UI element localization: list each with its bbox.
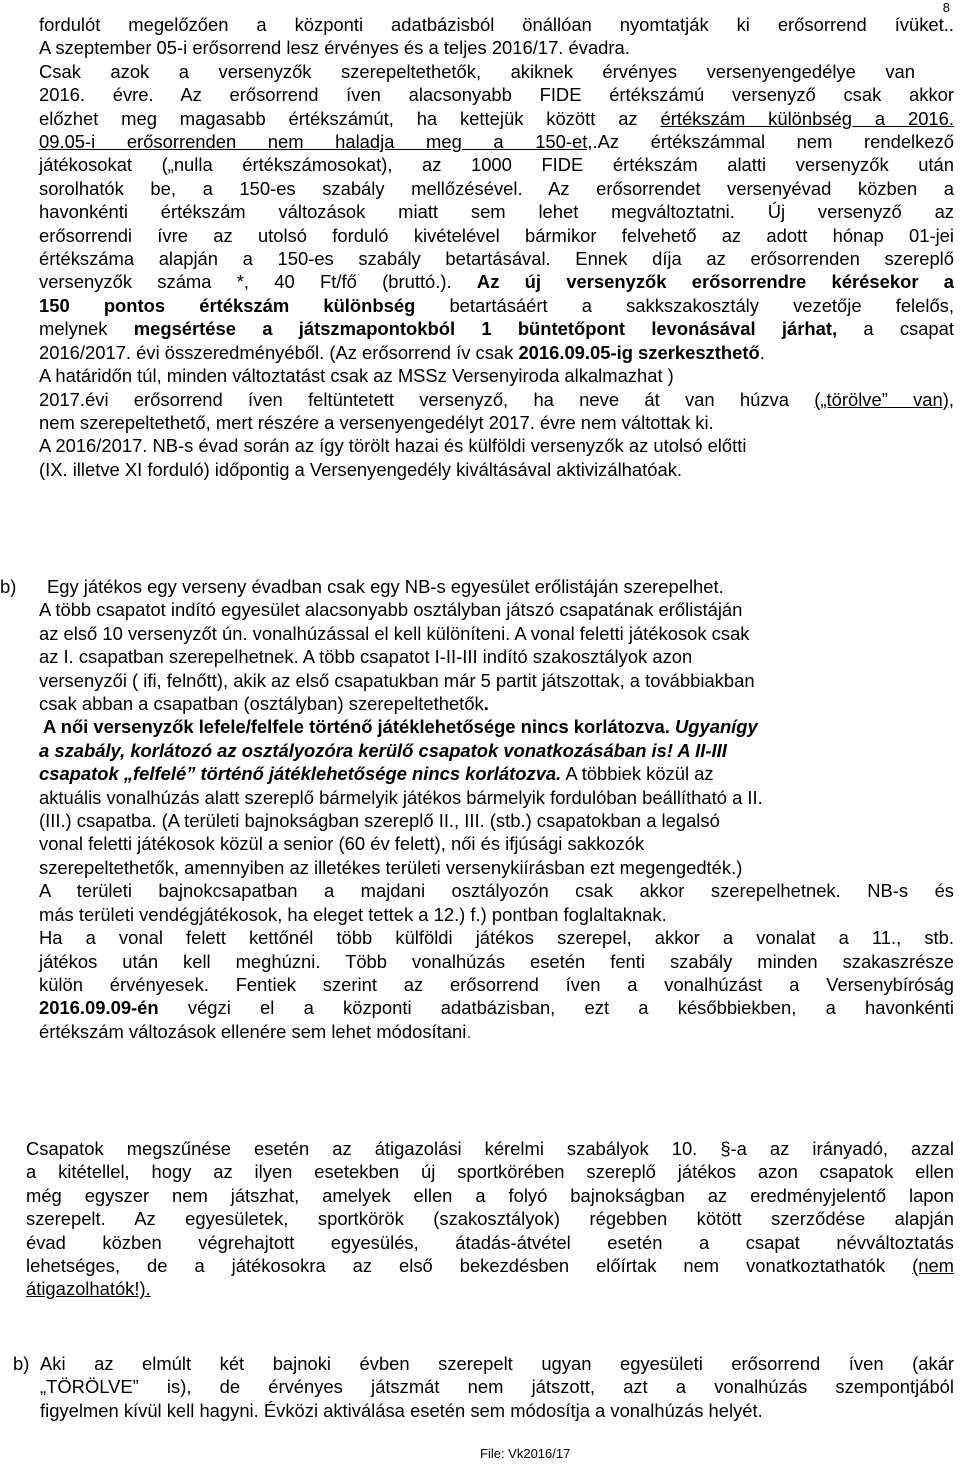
text-line [39, 317, 954, 340]
text-line: figyelmen kívül kell hagyni. Évközi aktiválása esetén sem módosítja a vonalhúzás helyét. [40, 1399, 763, 1421]
bold-run: . [483, 693, 489, 715]
bold-run: Az új versenyzők erősorrendre kérésekor a [476, 271, 954, 293]
text-run: betartásáért a sakkszakosztály vezetője felelős, [415, 294, 954, 316]
text-line: fordulót megelőzően a központi adatbázisból önállóan nyomtatják ki erősorrend ívüket.. [39, 14, 954, 35]
text-line [39, 130, 954, 153]
top-paragraph [39, 13, 954, 481]
text-run: 2017.évi erősorrend íven feltüntetett versenyző, ha neve át van húzva [39, 388, 815, 410]
text-line [39, 270, 954, 293]
text-line [39, 294, 954, 317]
text-line: a kitétellel, hogy az ilyen esetekben új sportkörében szereplő játékos azon csapatok ellen [26, 1161, 954, 1183]
text-run: versenyzők száma *, 40 Ft/fő (bruttó.). [39, 271, 477, 293]
text-line [39, 107, 954, 130]
text-line: A szeptember 05-i erősorrend lesz érvényes és a teljes 2016/17. évadra. [39, 37, 630, 59]
text-run: . [466, 1020, 472, 1042]
bold-italic-run: csapatok „felfelé” történő játéklehetősége nincs korlátozva. [39, 763, 562, 785]
text-run: .Az értékszámmal nem rendelkező [592, 131, 954, 153]
text-line: szerepeltethetők, amennyiben az illetékes területi versenykiírásban ezt megengedték.) [39, 856, 743, 878]
text-line [39, 692, 954, 715]
underlined-run: („törölve” van), [814, 388, 954, 410]
section-b2-paragraph [40, 1352, 954, 1422]
text-run: csak abban a csapatban (osztályban) szerepeltethetők [39, 693, 484, 715]
text-run: 2016/2017. évi összeredményéből. (Az erősorrend ív csak [39, 341, 519, 363]
text-line: értékszáma alapján a 150-es szabály betartásával. Ennek díja az erősorrenden szereplő [39, 248, 954, 270]
text-line: az I. csapatban szerepelhetnek. A több csapatot I-II-III indító szakosztályok azon [39, 646, 693, 668]
text-line: a szabály, korlátozó az osztályozóra kerülő csapatok vonatkozásában is! A II-III [39, 739, 727, 761]
text-run: értékszám változások ellenére sem lehet módosítani [39, 1020, 467, 1042]
footer-file-label: File: Vk2016/17 [480, 1446, 571, 1461]
text-run: végzi el a központi adatbázisban, ezt a későbbiekben, a havonkénti [158, 997, 954, 1019]
text-line: vonal feletti játékosok közül a senior (60 év felett), női és ifjúsági sakkozók [39, 833, 645, 855]
bold-run: 2016.09.09-én [39, 997, 159, 1019]
underlined-run: átigazolhatók!). [26, 1278, 151, 1300]
text-line: A 2016/2017. NB-s évad során az így törölt hazai és külföldi versenyzők az utolsó előtti [39, 435, 747, 457]
text-line: (IX. illetve XI forduló) időpontig a Versenyengedély kiváltásával aktivizálhatóak. [39, 458, 683, 480]
text-line: aktuális vonalhúzás alatt szereplő bármelyik játékos bármelyik fordulóban beállítható a II. [39, 786, 763, 808]
bold-run: 2016.09.05-ig szerkeszthető [518, 341, 760, 363]
text-run: . [759, 341, 765, 363]
bold-run: 150 pontos értékszám különbség [39, 294, 416, 316]
text-line: szerepelt. Az egyesületek, sportkörök (szakosztályok) régebben kötött szerződése alapján [26, 1208, 954, 1230]
text-line: nem szerepeltethető, mert részére a versenyengedélyt 2017. évre nem váltottak ki. [39, 411, 714, 433]
underlined-run: értékszám különbség a 2016. [660, 107, 954, 129]
text-line: Aki az elmúlt két bajnoki évben szerepelt ugyan egyesületi erősorrend íven (akár [40, 1353, 954, 1374]
text-run: lehetséges, de a játékosokra az első bekezdésben előírtak nem vonatkoztathatók [26, 1255, 913, 1277]
bold-run: A női versenyzők lefele/felfele történő játéklehetősége nincs korlátozva. [43, 716, 670, 738]
text-line: még egyszer nem játszhat, amelyek ellen a folyó bajnokságban az eredményjelentő lapon [26, 1184, 954, 1206]
text-line [26, 1277, 954, 1300]
bold-italic-run: Ugyanígy [669, 716, 758, 738]
list-marker: b) [13, 1353, 30, 1374]
text-line: Csapatok megszűnése esetén az átigazolási kérelmi szabályok 10. §-a az irányadó, azzal [26, 1138, 954, 1159]
text-line: A határidőn túl, minden változtatást csak az MSSz Versenyiroda alkalmazhat ) [39, 365, 674, 387]
text-line: Ha a vonal felett kettőnél több külföldi játékos szerepel, akkor a vonalat a 11., stb. [39, 927, 954, 949]
text-run: melynek [39, 318, 134, 340]
text-line: A több csapatot indító egyesület alacsonyabb osztályban játszó csapatának erőlistáján [39, 599, 743, 621]
list-marker: b) [0, 576, 17, 597]
text-line: más területi vendégjátékosok, ha eleget tettek a 12.) f.) pontban foglaltaknak. [39, 903, 667, 925]
text-line: A területi bajnokcsapatban a majdani osztályozón csak akkor szerepelhetnek. NB-s és [39, 880, 954, 902]
text-line: (III.) csapatba. (A területi bajnokságban szereplő II., III. (stb.) csapatokban a legalsó [39, 810, 720, 832]
text-line [39, 341, 954, 364]
text-line: „TÖRÖLVE” is), de érvényes játszmát nem játszott, azt a vonalhúzás szempontjából [40, 1376, 954, 1398]
text-line: az első 10 versenyzőt ún. vonalhúzással el kell különíteni. A vonal feletti játékosok csak [39, 622, 750, 644]
text-line: játékos után kell meghúzni. Több vonalhúzás esetén fenti szabály minden szakaszrésze [39, 950, 954, 972]
underlined-run: 09.05-i erősorrenden nem haladja meg a 150-et, [39, 131, 593, 153]
text-run: előzhet meg magasabb értékszámút, ha kettejük között az [39, 107, 661, 129]
text-line [39, 715, 954, 738]
text-line: erősorrendi ívre az utolsó forduló kivételével bármikor felvehető az adott hónap 01-jei [39, 224, 954, 246]
text-line [39, 388, 954, 411]
text-line: 2016. évre. Az erősorrend íven alacsonyabb FIDE értékszámú versenyző csak akkor [39, 84, 954, 106]
text-line: évad közben végrehajtott egyesülés, átadás-átvétel esetén a csapat névváltoztatás [26, 1231, 954, 1253]
text-line [39, 762, 954, 785]
underlined-run: (nem [912, 1255, 954, 1277]
text-line: Egy játékos egy verseny évadban csak egy NB-s egyesület erőlistáján szerepelhet. [47, 576, 724, 597]
text-line: játékosokat („nulla értékszámosokat), az 1000 FIDE értékszám alatti versenyzők után [39, 154, 954, 176]
bold-run: megsértése a játszmapontokból 1 büntetőpont levonásával járhat, [133, 318, 838, 340]
text-line: Csak azok a versenyzők szerepeltethetők, akiknek érvényes versenyengedélye van [39, 60, 915, 82]
text-line: versenyzői ( ifi, felnőtt), akik az első csapatukban már 5 partit játszottak, a továbbiakban [39, 669, 755, 691]
text-run: A többiek közül az [561, 763, 714, 785]
text-run: a csapat [837, 318, 954, 340]
text-line: sorolhatók be, a 150-es szabály mellőzésével. Az erősorrendet versenyévad közben a [39, 177, 954, 199]
text-line: havonkénti értékszám változások miatt sem lehet megváltoztatni. Új versenyző az [39, 201, 954, 223]
text-line [39, 1020, 954, 1043]
text-line: külön érvényesek. Fentiek szerint az erősorrend íven a vonalhúzást a Versenybíróság [39, 973, 954, 995]
text-line [39, 996, 954, 1019]
paragraph-team-dissolution [26, 1137, 954, 1301]
page-number: 8 [942, 0, 950, 15]
section-b-paragraph [39, 575, 954, 1043]
text-line [26, 1254, 954, 1277]
